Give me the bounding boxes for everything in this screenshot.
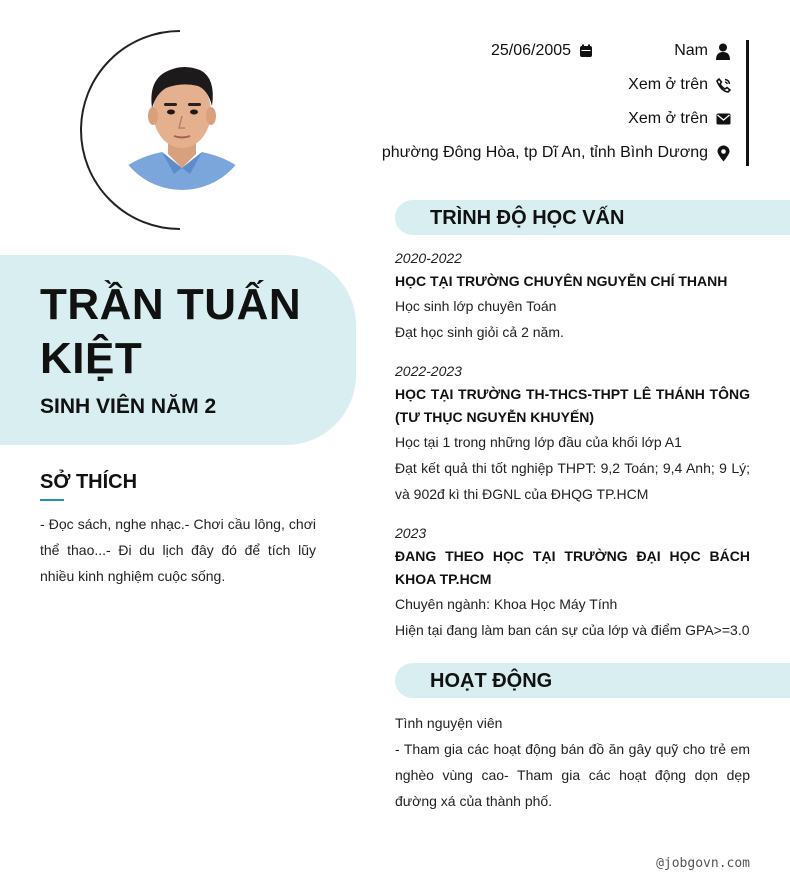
education-year: 2022-2023 bbox=[395, 363, 462, 379]
person-icon bbox=[714, 42, 732, 60]
full-name: TRẦN TUẤN KIỆT bbox=[40, 280, 302, 383]
education-school: HỌC TẠI TRƯỜNG TH-THCS-THPT LÊ THÁNH TÔNG (TƯ THỤC NGUYỄN KHUYẾN) bbox=[395, 386, 750, 425]
map-pin-icon bbox=[714, 144, 732, 162]
phone-icon bbox=[714, 76, 732, 94]
activities-content bbox=[395, 710, 750, 814]
education-detail: Học tại 1 trong những lớp đầu của khối lớp A1 bbox=[395, 434, 682, 450]
education-detail: Đạt học sinh giỏi cả 2 năm. bbox=[395, 324, 564, 340]
hobbies-heading: SỞ THÍCH bbox=[40, 471, 138, 493]
education-detail: Đạt kết quả thi tốt nghiệp THPT: 9,2 Toán; 9,4 Anh; 9 Lý; và 902đ kì thi ĐGNL của ĐHQG TP.HCM bbox=[395, 460, 750, 502]
phone-text: Xem ở trên bbox=[628, 76, 708, 93]
activity-line: Tình nguyện viên bbox=[395, 715, 503, 731]
address-text: phường Đông Hòa, tp Dĩ An, tỉnh Bình Dương bbox=[381, 144, 708, 161]
contact-divider bbox=[746, 40, 749, 166]
education-detail: Hiện tại đang làm ban cán sự của lớp và điểm GPA>=3.0 bbox=[395, 622, 750, 638]
contact-phone bbox=[628, 76, 732, 94]
education-year: 2020-2022 bbox=[395, 250, 462, 266]
profile-photo bbox=[112, 50, 252, 190]
activities-heading-band bbox=[395, 663, 790, 698]
job-subtitle: SINH VIÊN NĂM 2 bbox=[40, 395, 217, 418]
education-heading: TRÌNH ĐỘ HỌC VẤN bbox=[430, 207, 625, 229]
gender-text: Nam bbox=[674, 42, 708, 59]
education-item bbox=[395, 361, 750, 507]
profile-photo-frame bbox=[78, 30, 278, 230]
contact-gender bbox=[674, 42, 732, 60]
contact-email bbox=[628, 110, 732, 128]
education-item bbox=[395, 523, 750, 643]
envelope-icon bbox=[714, 110, 732, 128]
dob-text: 25/06/2005 bbox=[491, 42, 572, 59]
education-heading-band bbox=[395, 200, 790, 235]
email-text: Xem ở trên bbox=[628, 110, 708, 127]
contact-dob bbox=[491, 42, 595, 60]
footer-watermark: @jobgovn.com bbox=[656, 856, 750, 871]
hobbies-text: - Đọc sách, nghe nhạc.- Chơi cầu lông, chơi thể thao...- Đi du lịch đây đó để tích lũy nhiều kinh nghiệm cuộc sống. bbox=[40, 516, 316, 584]
calendar-icon bbox=[577, 42, 595, 60]
education-school: ĐANG THEO HỌC TẠI TRƯỜNG ĐẠI HỌC BÁCH KHOA TP.HCM bbox=[395, 548, 750, 587]
contact-address bbox=[382, 144, 732, 162]
education-year: 2023 bbox=[395, 525, 427, 541]
activities-heading: HOẠT ĐỘNG bbox=[430, 670, 553, 692]
education-detail: Chuyên ngành: Khoa Học Máy Tính bbox=[395, 596, 618, 612]
education-detail: Học sinh lớp chuyên Toán bbox=[395, 298, 557, 314]
hobbies-underline bbox=[40, 499, 64, 501]
activity-line: - Tham gia các hoạt động bán đồ ăn gây quỹ cho trẻ em nghèo vùng cao- Tham gia các hoạt động dọn dẹp đường xá của thành phố. bbox=[395, 741, 750, 809]
education-school: HỌC TẠI TRƯỜNG CHUYÊN NGUYỄN CHÍ THANH bbox=[395, 273, 728, 289]
education-item bbox=[395, 248, 750, 345]
